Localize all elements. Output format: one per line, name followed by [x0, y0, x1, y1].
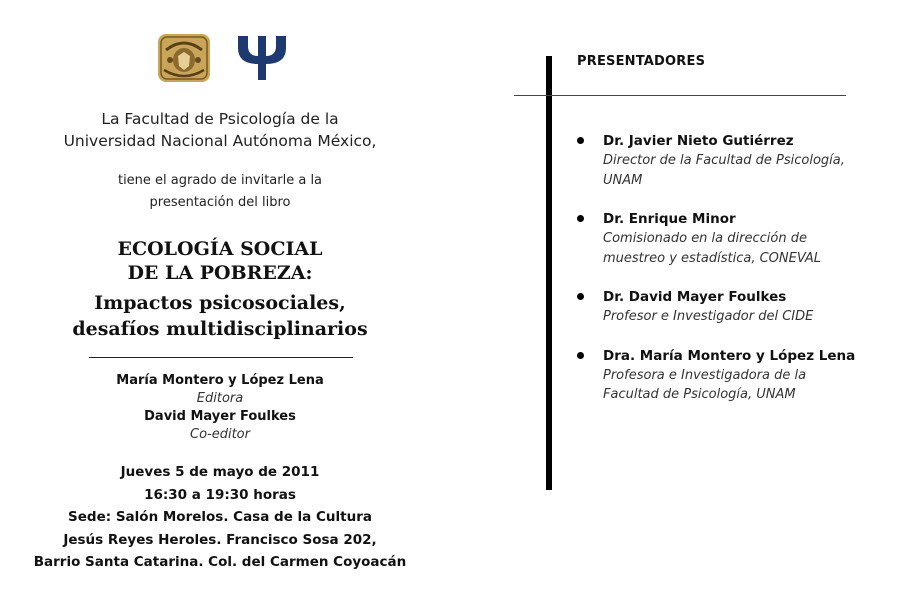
presenter-role: Profesora e Investigadora de la — [603, 367, 807, 383]
event-date: Jueves 5 de mayo de 2011 — [120, 464, 320, 480]
invite-line: presentación del libro — [149, 195, 291, 210]
editor-name: María Montero y López Lena — [116, 373, 324, 388]
title-line: DE LA POBREZA: — [127, 262, 313, 284]
presenter-role: muestreo y estadística, CONEVAL — [603, 250, 821, 266]
coeditor-role: Co-editor — [190, 427, 250, 442]
presenter-name: Dr. David Mayer Foulkes — [603, 289, 787, 305]
heading-rule — [514, 95, 846, 96]
presenter-name: Dr. Javier Nieto Gutiérrez — [603, 133, 794, 149]
intro-line: La Facultad de Psicología de la — [101, 110, 339, 128]
editor-role: Editora — [196, 391, 244, 406]
event-time: 16:30 a 19:30 horas — [144, 486, 296, 503]
divider — [89, 357, 353, 358]
presenters-heading: PRESENTADORES — [577, 54, 706, 69]
list-item — [575, 346, 865, 405]
book-subtitle — [20, 290, 420, 342]
intro-line: Universidad Nacional Autónoma México, — [63, 132, 377, 150]
list-item — [575, 131, 865, 190]
list-item — [575, 287, 865, 327]
subtitle-line: desafíos multidisciplinarios — [72, 318, 368, 340]
invitation-text — [20, 170, 420, 214]
presenter-name: Dr. Enrique Minor — [603, 211, 736, 227]
presenters-list — [575, 131, 865, 405]
bullet-icon — [577, 352, 584, 359]
event-address: Barrio Santa Catarina. Col. del Carmen Coyoacán — [33, 554, 407, 570]
book-credits — [20, 372, 420, 444]
vertical-rule — [546, 56, 552, 490]
list-item — [575, 209, 865, 268]
psi-trident-icon — [234, 30, 290, 86]
event-venue: Jesús Reyes Heroles. Francisco Sosa 202, — [63, 531, 377, 548]
invite-line: tiene el agrado de invitarle a la — [117, 173, 323, 188]
presenter-role: UNAM — [603, 172, 643, 188]
logos — [152, 28, 292, 88]
title-line: ECOLOGÍA SOCIAL — [117, 238, 323, 260]
bullet-icon — [577, 293, 584, 300]
bullet-icon — [577, 215, 584, 222]
presenter-name: Dra. María Montero y López Lena — [603, 347, 856, 364]
presenter-role: Director de la Facultad de Psicología, — [603, 153, 845, 168]
intro-text — [20, 108, 420, 152]
event-details — [20, 461, 420, 574]
presenter-role: Facultad de Psicología, UNAM — [603, 387, 796, 402]
coeditor-name: David Mayer Foulkes — [144, 409, 296, 424]
subtitle-line: Impactos psicosociales, — [94, 292, 346, 314]
event-venue: Sede: Salón Morelos. Casa de la Cultura — [68, 509, 372, 525]
presenter-role: Comisionado en la dirección de — [603, 231, 807, 246]
presenter-role: Profesor e Investigador del CIDE — [603, 309, 814, 324]
unam-crest-icon — [156, 30, 212, 86]
bullet-icon — [577, 137, 584, 144]
book-title — [20, 237, 420, 285]
